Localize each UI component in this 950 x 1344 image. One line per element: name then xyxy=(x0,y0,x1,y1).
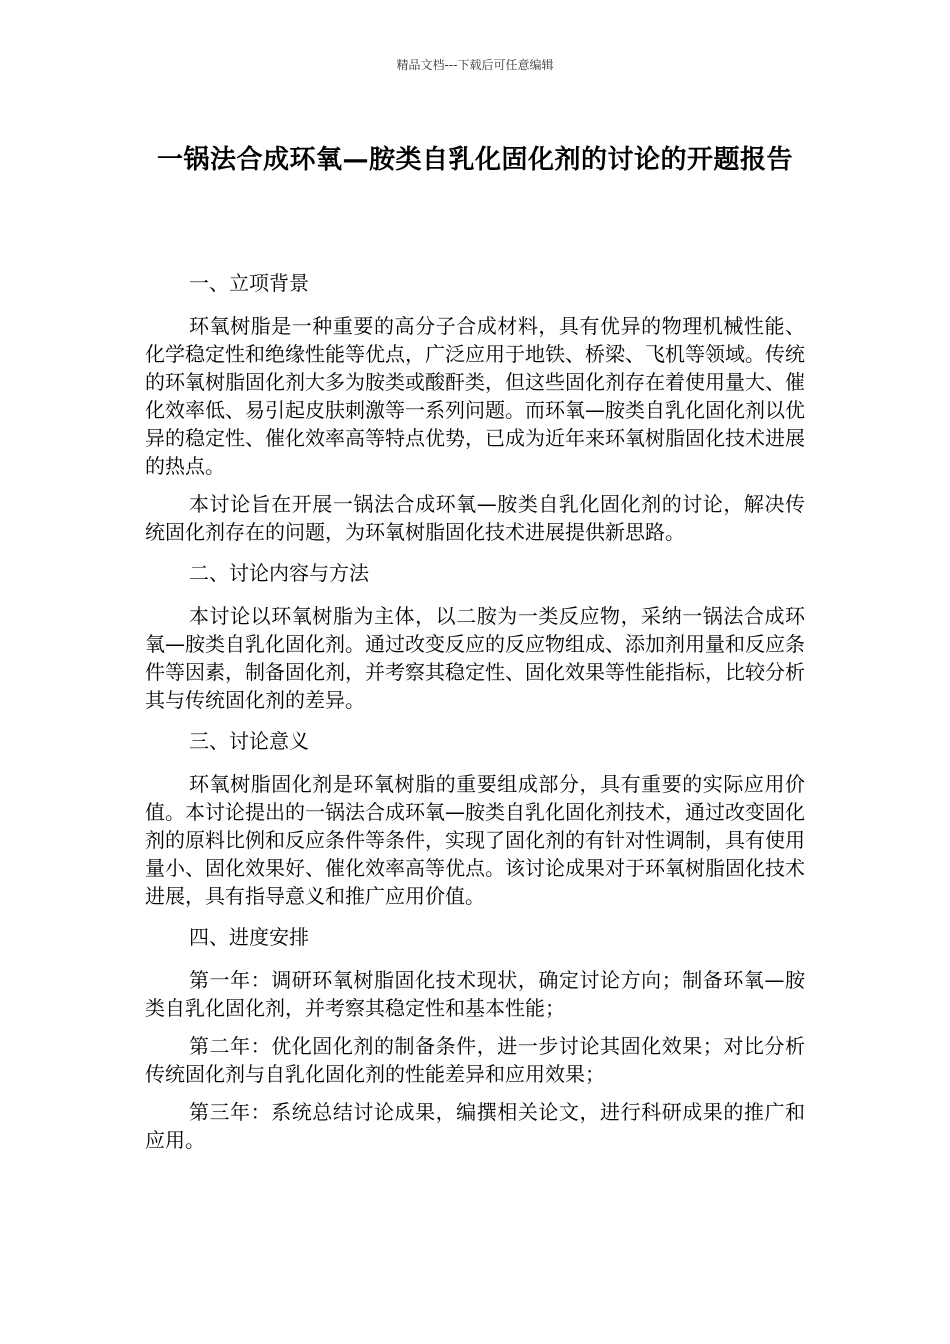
section-heading: 四、进度安排 xyxy=(189,925,309,949)
document-body xyxy=(145,268,805,1164)
section-content-method xyxy=(145,558,805,714)
paragraph: 本讨论以环氧树脂为主体，以二胺为一类反应物，采纳一锅法合成环氧—胺类自乳化固化剂。通过改变反应的反应物组成、添加剂用量和反应条件等因素，制备固化剂，并考察其稳定性、固化效果等性能指标，比较分析其与传统固化剂的差异。 xyxy=(145,604,805,712)
section-heading: 一、立项背景 xyxy=(189,271,309,295)
section-heading: 三、讨论意义 xyxy=(189,729,309,753)
section-background xyxy=(145,268,805,546)
paragraph: 第二年：优化固化剂的制备条件，进一步讨论其固化效果；对比分析传统固化剂与自乳化固化剂的性能差异和应用效果； xyxy=(145,1034,805,1086)
paragraph: 环氧树脂固化剂是环氧树脂的重要组成部分，具有重要的实际应用价值。本讨论提出的一锅法合成环氧—胺类自乳化固化剂技术，通过改变固化剂的原料比例和反应条件等条件，实现了固化剂的有针对性调制，具有使用量小、固化效果好、催化效率高等优点。该讨论成果对于环氧树脂固化技术进展，具有指导意义和推广应用价值。 xyxy=(145,772,805,908)
page-header: 精品文档---下载后可任意编辑 xyxy=(396,58,554,72)
paragraph: 第三年：系统总结讨论成果，编撰相关论文，进行科研成果的推广和应用。 xyxy=(145,1100,805,1152)
section-heading: 二、讨论内容与方法 xyxy=(189,561,369,585)
document-title: 一锅法合成环氧—胺类自乳化固化剂的讨论的开题报告 xyxy=(156,145,793,175)
paragraph: 第一年：调研环氧树脂固化技术现状，确定讨论方向；制备环氧—胺类自乳化固化剂，并考察其稳定性和基本性能； xyxy=(145,968,805,1020)
section-significance xyxy=(145,726,805,910)
paragraph: 本讨论旨在开展一锅法合成环氧—胺类自乳化固化剂的讨论，解决传统固化剂存在的问题，为环氧树脂固化技术进展提供新思路。 xyxy=(145,492,805,544)
section-schedule xyxy=(145,922,805,1154)
paragraph: 环氧树脂是一种重要的高分子合成材料，具有优异的物理机械性能、化学稳定性和绝缘性能等优点，广泛应用于地铁、桥梁、飞机等领域。传统的环氧树脂固化剂大多为胺类或酸酐类，但这些固化剂存在着使用量大、催化效率低、易引起皮肤刺激等一系列问题。而环氧—胺类自乳化固化剂以优异的稳定性、催化效率高等特点优势，已成为近年来环氧树脂固化技术进展的热点。 xyxy=(145,314,805,478)
